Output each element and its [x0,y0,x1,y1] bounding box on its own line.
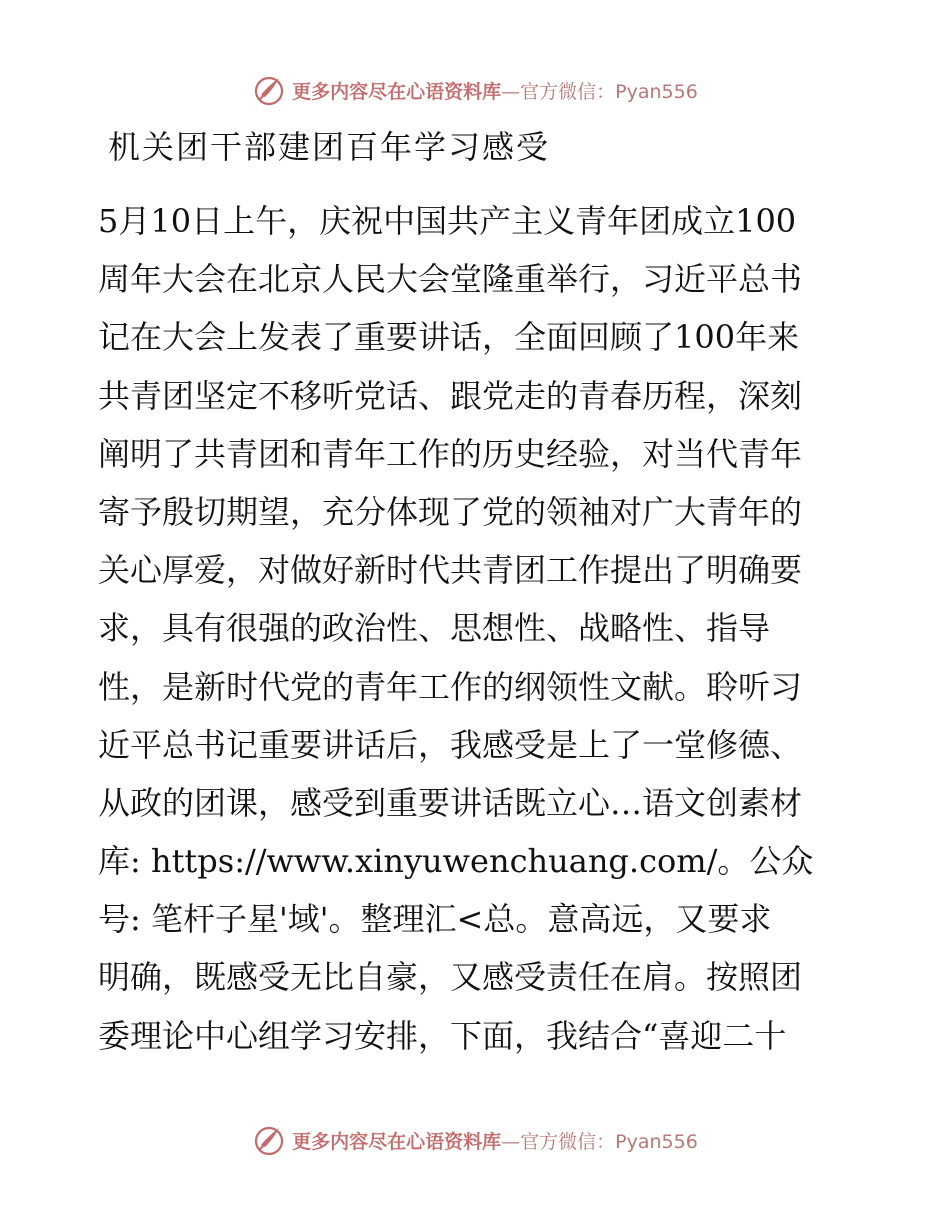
document-body [98,192,858,1065]
body-line: 委理论中心组学习安排，下面，我结合“喜迎二十 [98,1016,787,1055]
body-line: 阐明了共青团和青年工作的历史经验，对当代青年 [98,434,803,473]
body-line: 性，是新时代党的青年工作的纲领性文献。聆听习 [98,667,803,706]
body-line: 关心厚爱，对做好新时代共青团工作提出了明确要 [98,551,803,590]
footer-watermark [0,1120,950,1160]
watermark-separator: — [501,1130,521,1153]
body-line: 共青团坚定不移听党话、跟党走的青春历程，深刻 [98,376,803,415]
watermark-text [292,77,698,104]
watermark-wechat: 官方微信：Pyan556 [520,1130,698,1153]
body-line: 近平总书记重要讲话后，我感受是上了一堂修德、 [98,725,803,764]
body-line: 库: https://www.xinyuwenchuang.com/。公众 [98,842,814,881]
body-line: 明确，既感受无比自豪，又感受责任在肩。按照团 [98,958,803,997]
watermark-wechat: 官方微信：Pyan556 [520,80,698,103]
quill-seal-icon [252,1123,286,1157]
watermark-text [292,1127,698,1154]
document-title: 机关团干部建团百年学习感受 [108,128,551,166]
body-line: 号: 笔杆子星'域'。整理汇<总。意高远，又要求 [98,900,772,939]
body-line: 5月10日上午，庆祝中国共产主义青年团成立100 [98,202,797,240]
watermark-main: 更多内容尽在心语资料库 [292,80,502,103]
quill-seal-icon [252,73,286,107]
body-line: 求，具有很强的政治性、思想性、战略性、指导 [98,609,771,648]
body-line: 从政的团课，感受到重要讲话既立心…语文创素材 [98,783,803,822]
header-watermark [0,70,950,110]
watermark-main: 更多内容尽在心语资料库 [292,1130,502,1153]
body-line: 记在大会上发表了重要讲话，全面回顾了100年来 [98,318,800,357]
body-line: 周年大会在北京人民大会堂隆重举行，习近平总书 [98,260,803,299]
body-line: 寄予殷切期望，充分体现了党的领袖对广大青年的 [98,492,803,531]
watermark-separator: — [501,80,521,103]
